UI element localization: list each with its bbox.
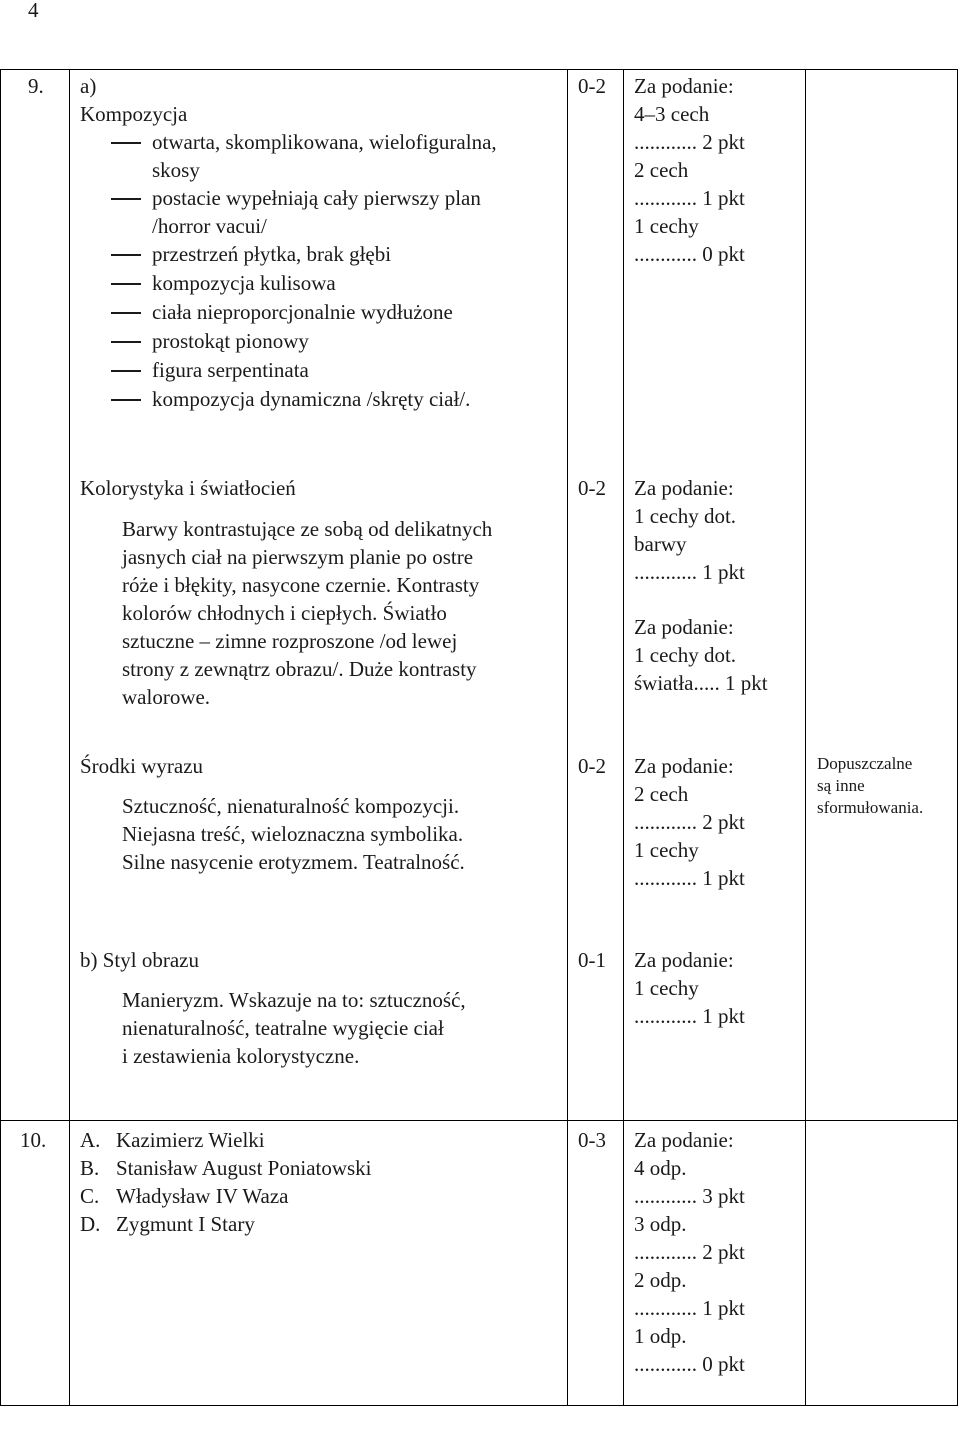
list-item: postacie wypełniają cały pierwszy plan xyxy=(152,186,481,210)
scoring-line: 1 cechy xyxy=(634,838,699,862)
answer-text: Zygmunt I Stary xyxy=(116,1212,255,1236)
list-item-continuation: skosy xyxy=(152,158,200,182)
list-item: prostokąt pionowy xyxy=(152,329,309,353)
scoring-line: Za podanie: xyxy=(634,615,734,639)
page-number: 4 xyxy=(28,0,39,22)
table-top-border xyxy=(0,69,958,70)
scoring-line: 2 cech xyxy=(634,158,689,182)
column-divider xyxy=(805,69,806,1405)
section-heading: b) Styl obrazu xyxy=(80,948,199,972)
scoring-line: światła..... 1 pkt xyxy=(634,671,768,695)
question-number: 9. xyxy=(28,74,44,98)
part-label: a) xyxy=(80,74,97,98)
note-line: Dopuszczalne xyxy=(817,754,913,773)
column-divider xyxy=(69,69,70,1405)
scoring-line: ............ 2 pkt xyxy=(634,130,745,154)
section-heading: Kolorystyka i światłocień xyxy=(80,476,296,500)
text-line: kolorów chłodnych i ciepłych. Światło xyxy=(122,601,447,625)
list-item: figura serpentinata xyxy=(152,358,309,382)
scoring-line: ............ 0 pkt xyxy=(634,242,745,266)
answer-text: Władysław IV Waza xyxy=(116,1184,289,1208)
note-line: sformułowania. xyxy=(817,798,924,817)
scoring-line: ............ 2 pkt xyxy=(634,810,745,834)
answer-letter: D. xyxy=(80,1212,101,1236)
scoring-line: barwy xyxy=(634,532,687,556)
scoring-line: 4 odp. xyxy=(634,1156,687,1180)
scoring-line: 1 cechy xyxy=(634,976,699,1000)
table-left-border xyxy=(0,69,1,1405)
scoring-line: 2 odp. xyxy=(634,1268,687,1292)
points-range: 0-2 xyxy=(578,476,606,500)
scoring-line: ............ 3 pkt xyxy=(634,1184,745,1208)
list-item: otwarta, skomplikowana, wielofiguralna, xyxy=(152,130,497,154)
text-line: sztuczne – zimne rozproszone /od lewej xyxy=(122,629,458,653)
scoring-line: Za podanie: xyxy=(634,754,734,778)
list-item-continuation: /horror vacui/ xyxy=(152,214,267,238)
list-item: kompozycja kulisowa xyxy=(152,271,336,295)
answer-letter: B. xyxy=(80,1156,100,1180)
dash-bullet xyxy=(111,312,141,314)
dash-bullet xyxy=(111,399,141,401)
scoring-line: 1 cechy xyxy=(634,214,699,238)
text-line: walorowe. xyxy=(122,685,211,709)
text-line: i zestawienia kolorystyczne. xyxy=(122,1044,360,1068)
answer-letter: C. xyxy=(80,1184,100,1208)
scoring-line: ............ 1 pkt xyxy=(634,1296,745,1320)
scoring-line: ............ 0 pkt xyxy=(634,1352,745,1376)
points-range: 0-2 xyxy=(578,74,606,98)
dash-bullet xyxy=(111,142,141,144)
text-line: Manieryzm. Wskazuje na to: sztuczność, xyxy=(122,988,466,1012)
dash-bullet xyxy=(111,198,141,200)
list-item: ciała nieproporcjonalnie wydłużone xyxy=(152,300,453,324)
dash-bullet xyxy=(111,370,141,372)
text-line: strony z zewnątrz obrazu/. Duże kontrasty xyxy=(122,657,477,681)
scoring-line: 3 odp. xyxy=(634,1212,687,1236)
text-line: Sztuczność, nienaturalność kompozycji. xyxy=(122,794,460,818)
text-line: Niejasna treść, wieloznaczna symbolika. xyxy=(122,822,464,846)
scoring-line: 1 cechy dot. xyxy=(634,643,737,667)
scoring-line: ............ 1 pkt xyxy=(634,866,745,890)
answer-text: Stanisław August Poniatowski xyxy=(116,1156,372,1180)
answer-text: Kazimierz Wielki xyxy=(116,1128,265,1152)
scoring-line: Za podanie: xyxy=(634,1128,734,1152)
scoring-line: 2 cech xyxy=(634,782,689,806)
scoring-line: 1 cechy dot. xyxy=(634,504,737,528)
section-heading: Środki wyrazu xyxy=(80,754,204,778)
scoring-line: Za podanie: xyxy=(634,74,734,98)
question-number: 10. xyxy=(20,1128,47,1152)
scoring-line: Za podanie: xyxy=(634,476,734,500)
points-range: 0-2 xyxy=(578,754,606,778)
section-heading: Kompozycja xyxy=(80,102,188,126)
points-range: 0-1 xyxy=(578,948,606,972)
table-right-border xyxy=(957,69,958,1405)
scoring-line: ............ 1 pkt xyxy=(634,186,745,210)
text-line: róże i błękity, nasycone czernie. Kontrasty xyxy=(122,573,480,597)
list-item: przestrzeń płytka, brak głębi xyxy=(152,242,392,266)
note-line: są inne xyxy=(817,776,865,795)
text-line: Silne nasycenie erotyzmem. Teatralność. xyxy=(122,850,465,874)
text-line: nienaturalność, teatralne wygięcie ciał xyxy=(122,1016,444,1040)
dash-bullet xyxy=(111,254,141,256)
column-divider xyxy=(623,69,624,1405)
dash-bullet xyxy=(111,283,141,285)
scoring-line: Za podanie: xyxy=(634,948,734,972)
scoring-line: ............ 1 pkt xyxy=(634,1004,745,1028)
dash-bullet xyxy=(111,341,141,343)
text-line: jasnych ciał na pierwszym planie po ostre xyxy=(122,545,474,569)
scoring-line: ............ 1 pkt xyxy=(634,560,745,584)
scoring-line: 4–3 cech xyxy=(634,102,710,126)
table-bottom-border xyxy=(0,1405,958,1406)
answer-letter: A. xyxy=(80,1128,101,1152)
points-range: 0-3 xyxy=(578,1128,606,1152)
text-line: Barwy kontrastujące ze sobą od delikatnych xyxy=(122,517,493,541)
scoring-line: 1 odp. xyxy=(634,1324,687,1348)
column-divider xyxy=(567,69,568,1405)
scoring-line: ............ 2 pkt xyxy=(634,1240,745,1264)
list-item: kompozycja dynamiczna /skręty ciał/. xyxy=(152,387,471,411)
row-divider xyxy=(0,1120,958,1121)
